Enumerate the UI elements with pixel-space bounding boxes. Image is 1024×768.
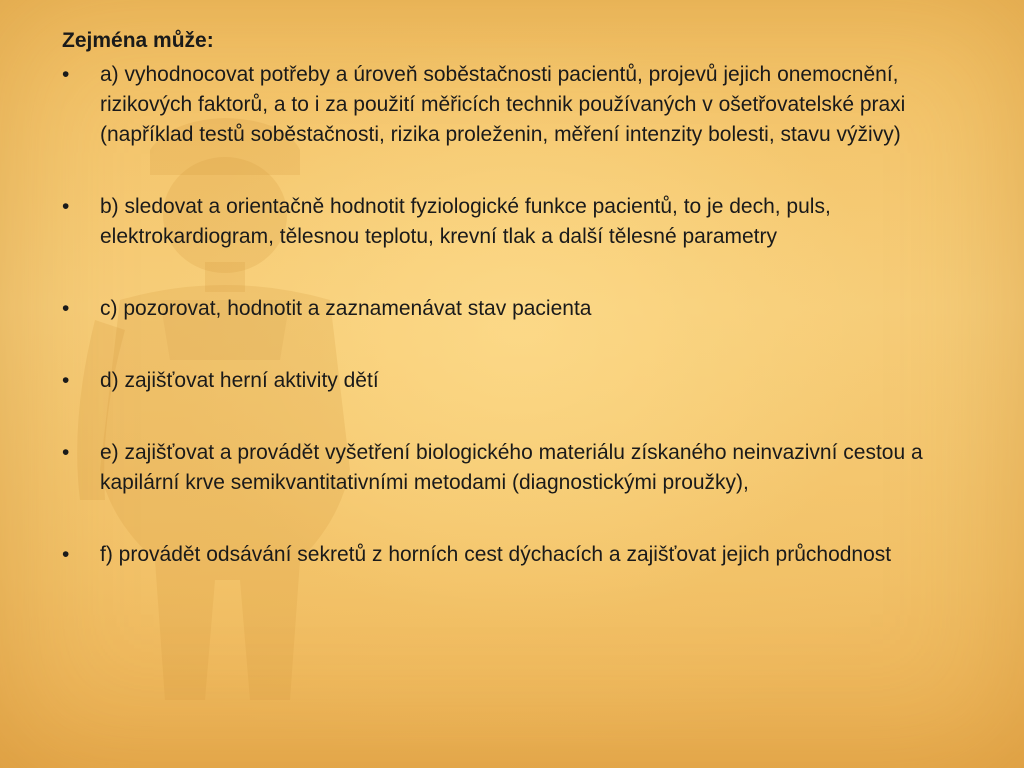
list-item [62,438,962,498]
list-item-text: b) sledovat a orientačně hodnotit fyziologické funkce pacientů, to je dech, puls, elektrokardiogram, tělesnou teplotu, krevní tlak a další tělesné parametry [100,195,831,248]
bullet-list [62,60,962,570]
list-item-text: a) vyhodnocovat potřeby a úroveň soběstačnosti pacientů, projevů jejich onemocnění, rizikových faktorů, a to i za použití měřicích technik používaných v ošetřovatelské praxi (například testů soběstačnosti, rizika proleženin, měření intenzity bolesti, stavu výživy) [100,63,906,146]
list-item-text: f) provádět odsávání sekretů z horních cest dýchacích a zajišťovat jejich průchodnost [100,543,892,566]
slide-content [62,26,962,612]
list-item-text: d) zajišťovat herní aktivity dětí [100,369,379,392]
slide-heading: Zejména může: [62,29,214,52]
bullet-marker: • [62,369,70,392]
list-item [62,540,962,570]
bullet-marker: • [62,195,70,218]
bullet-marker: • [62,297,70,320]
list-item [62,192,962,252]
bullet-marker: • [62,63,70,86]
list-item-text: e) zajišťovat a provádět vyšetření biologického materiálu získaného neinvazivní cestou a kapilární krve semikvantitativními metodami (diagnostickými proužky), [100,441,923,494]
bullet-marker: • [62,441,70,464]
list-item [62,294,962,324]
list-item [62,60,962,150]
bullet-marker: • [62,543,70,566]
list-item [62,366,962,396]
list-item-text: c) pozorovat, hodnotit a zaznamenávat stav pacienta [100,297,592,320]
